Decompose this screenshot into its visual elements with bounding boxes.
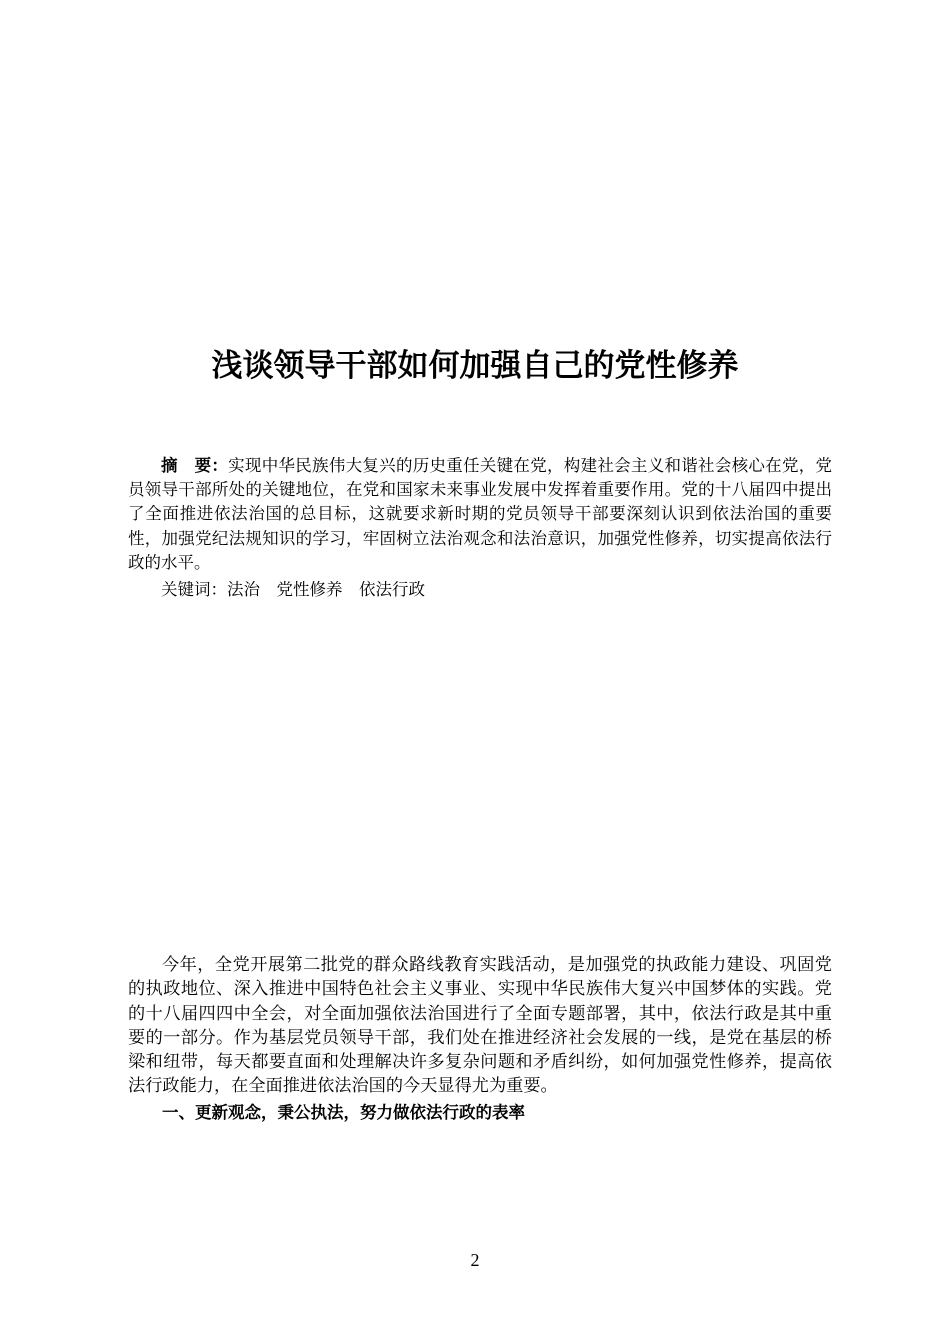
section-heading: 一、更新观念，秉公执法，努力做依法行政的表率 bbox=[162, 1103, 525, 1122]
page-number: 2 bbox=[470, 1250, 480, 1270]
keyword-item: 法治 bbox=[227, 580, 260, 599]
page-title: 浅谈领导干部如何加强自己的党性修养 bbox=[211, 348, 739, 384]
abstract-label: 摘 要： bbox=[161, 456, 229, 475]
abstract bbox=[128, 454, 832, 575]
keyword-item: 依法行政 bbox=[359, 580, 425, 599]
keywords-label: 关键词： bbox=[161, 580, 227, 599]
keywords bbox=[161, 578, 832, 602]
body-paragraph: 今年，全党开展第二批党的群众路线教育实践活动，是加强党的执政能力建设、巩固党的执政地位、深入推进中国特色社会主义事业、实现中华民族伟大复兴中国梦体的实践。党的十八届四四中全会，对全面加强依法治国进行了全面专题部署，其中，依法行政是其中重要的一部分。作为基层党员领导干部，我们处在推进经济社会发展的一线，是党在基层的桥梁和纽带，每天都要直面和处理解决许多复杂问题和矛盾纠纷，如何加强党性修养，提高依法行政能力，在全面推进依法治国的今天显得尤为重要。 bbox=[128, 955, 832, 1097]
abstract-text: 实现中华民族伟大复兴的历史重任关键在党，构建社会主义和谐社会核心在党，党员领导干部所处的关键地位，在党和国家未来事业发展中发挥着重要作用。党的十八届四中提出了全面推进依法治国的总目标，这就要求新时期的党员领导干部要深刻认识到依法治国的重要性，加强党纪法规知识的学习，牢固树立法治观念和法治意识，加强党性修养，切实提高依法行政的水平。 bbox=[128, 456, 833, 572]
keyword-item: 党性修养 bbox=[276, 580, 343, 599]
